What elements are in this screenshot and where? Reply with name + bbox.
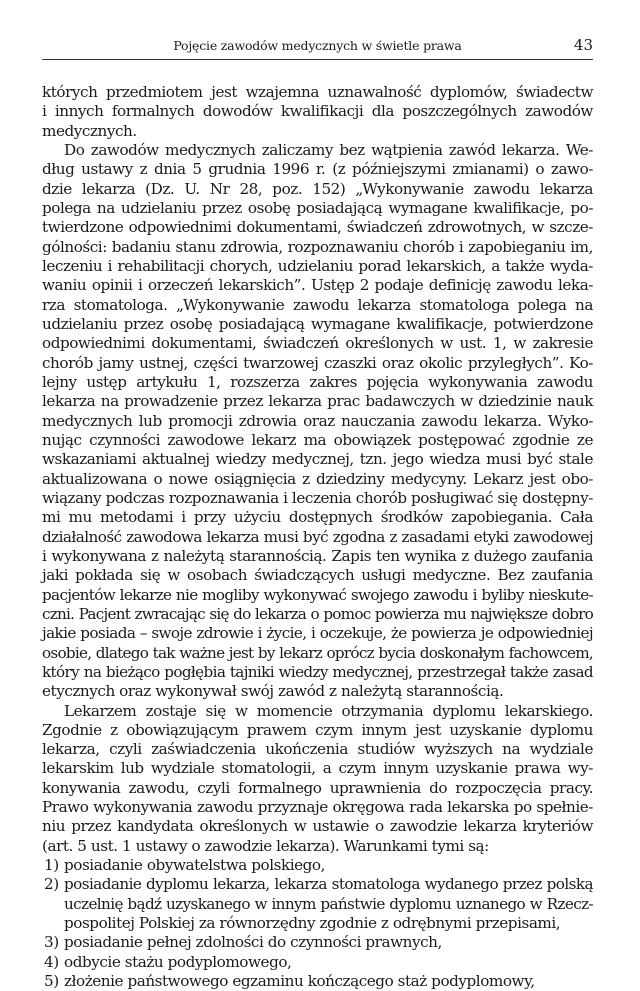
text-line: osobie, dlatego tak ważne jest by lekarz oprócz bycia doskonałym fachowcem, [42, 643, 593, 662]
text-line: działalność zawodowa lekarza musi być zgodna z zasadami etyki zawodowej [42, 527, 593, 546]
text-line: etycznych oraz wykonywał swój zawód z należytą starannością. [42, 682, 504, 701]
list-item-number: 5) [44, 972, 59, 991]
text-line: odpowiednimi dokumentami, świadczeń określonych w ust. 1, w zakresie [42, 334, 593, 353]
list-item-number: 2) [44, 875, 59, 894]
text-line: niu przez kandydata określonych w ustawie o zawodzie lekarza kryteriów [42, 817, 593, 836]
text-line: wiązany podczas rozpoznawania i leczenia chorób posługiwać się dostępny- [42, 488, 593, 507]
paragraph [42, 83, 593, 141]
paragraph [42, 141, 593, 702]
page-number: 43 [573, 36, 593, 54]
text-line: polega na udzielaniu przez osobę posiadającą wymagane kwalifikacje, po- [42, 198, 593, 217]
list-item-text: posiadanie dyplomu lekarza, lekarza stomatologa wydanego przez polską [64, 875, 593, 894]
list-item [42, 972, 593, 991]
list-item-text: uczelnię bądź uzyskanego w innym państwie dyplomu uznanego w Rzecz- [64, 894, 593, 913]
text-line: aktualizowana o nowe osiągnięcia z dziedziny medycyny. Lekarz jest obo- [42, 469, 593, 488]
text-line: Do zawodów medycznych zaliczamy bez wątpienia zawód lekarza. We- [64, 140, 593, 159]
list-item-text: posiadanie obywatelstwa polskiego, [64, 856, 325, 875]
text-line: lekarza, czyli zaświadczenia ukończenia studiów wyższych na wydziale [42, 740, 593, 759]
text-line: konywania zawodu, czyli formalnego uprawnienia do rozpoczęcia pracy. [42, 778, 593, 797]
text-line: gólności: badaniu stanu zdrowia, rozpoznawaniu chorób i zapobieganiu im, [42, 237, 593, 256]
paragraph [42, 702, 593, 857]
list-item [42, 953, 593, 972]
text-line: lejny ustęp artykułu 1, rozszerza zakres pojęcia wykonywania zawodu [42, 372, 593, 391]
list-item-number: 3) [44, 933, 59, 952]
text-line: Lekarzem zostaje się w momencie otrzymania dyplomu lekarskiego. [64, 701, 593, 720]
list-item-number: 1) [44, 856, 59, 875]
list-item-text: złożenie państwowego egzaminu kończącego staż podyplomowy, [64, 972, 535, 991]
requirements-list [42, 856, 593, 991]
text-line: i wykonywana z należytą starannością. Zapis ten wynika z dużego zaufania [42, 546, 593, 565]
text-line: medycznych lub promocji zdrowia oraz nauczania zawodu lekarza. Wyko- [42, 411, 593, 430]
list-item-number: 4) [44, 952, 59, 971]
text-line: chorób jamy ustnej, części twarzowej czaszki oraz okolic przyległych”. Ko- [42, 353, 593, 372]
header-rule [42, 59, 593, 60]
text-line: pacjentów lekarze nie mogliby wykonywać swojego zawodu i byliby nieskute- [42, 585, 593, 604]
text-line: (art. 5 ust. 1 ustawy o zawodzie lekarza). Warunkami tymi są: [42, 836, 489, 855]
text-line: których przedmiotem jest wzajemna uznawalność dyplomów, świadectw [42, 83, 593, 101]
text-line: nując czynności zawodowe lekarz ma obowiązek postępować zgodnie ze [42, 430, 593, 449]
list-item [42, 856, 593, 875]
text-line: i innych formalnych dowodów kwalifikacji dla poszczególnych zawodów [42, 102, 593, 121]
running-title: Pojęcie zawodów medycznych w świetle prawa [173, 38, 462, 53]
text-line: medycznych. [42, 121, 137, 140]
list-item-text: odbycie stażu podyplomowego, [64, 952, 292, 971]
text-line: Prawo wykonywania zawodu przyznaje okręgowa rada lekarska po spełnie- [42, 798, 593, 817]
text-line: wskazaniami aktualnej wiedzy medycznej, tzn. jego wiedza musi być stale [42, 450, 593, 469]
list-item [42, 933, 593, 952]
text-line: czni. Pacjent zwracając się do lekarza o pomoc powierza mu największe dobro [42, 604, 593, 623]
list-item-text: posiadanie pełnej zdolności do czynności prawnych, [64, 933, 442, 952]
text-line: waniu opinii i orzeczeń lekarskich”. Ustęp 2 podaje definicję zawodu leka- [42, 276, 593, 295]
text-line: lekarza na prowadzenie przez lekarza prac badawczych w dziedzinie nauk [42, 392, 593, 411]
list-item [42, 875, 593, 933]
text-line: mi mu metodami i przy użyciu dostępnych środków zapobiegania. Cała [42, 508, 593, 527]
text-line: który na bieżąco pogłębia tajniki wiedzy medycznej, przestrzegał także zasad [42, 662, 593, 681]
text-line: rza stomatologa. „Wykonywanie zawodu lekarza stomatologa polega na [42, 295, 593, 314]
text-line: jaki pokłada się w osobach świadczących usługi medyczne. Bez zaufania [42, 566, 593, 585]
text-line: udzielaniu przez osobę posiadającą wymagane kwalifikacje, potwierdzone [42, 314, 593, 333]
text-line: lekarskim lub wydziale stomatologii, a czym innym uzyskanie prawa wy- [42, 759, 593, 778]
running-header [42, 36, 593, 56]
text-line: dług ustawy z dnia 5 grudnia 1996 r. (z późniejszymi zmianami) o zawo- [42, 160, 593, 179]
body-text [42, 83, 593, 991]
text-line: twierdzone odpowiednimi dokumentami, świadczeń zdrowotnych, w szcze- [42, 218, 593, 237]
text-line: jakie posiada – swoje zdrowie i życie, i oczekuje, że powierza je odpowiedniej [42, 624, 593, 643]
text-line: Zgodnie z obowiązującym prawem czym innym jest uzyskanie dyplomu [42, 720, 593, 739]
text-line: leczeniu i rehabilitacji chorych, udzielaniu porad lekarskich, a także wyda- [42, 256, 593, 275]
text-line: dzie lekarza (Dz. U. Nr 28, poz. 152) „Wykonywanie zawodu lekarza [42, 179, 593, 198]
list-item-text: pospolitej Polskiej za równorzędny zgodnie z odrębnymi przepisami, [64, 914, 561, 933]
